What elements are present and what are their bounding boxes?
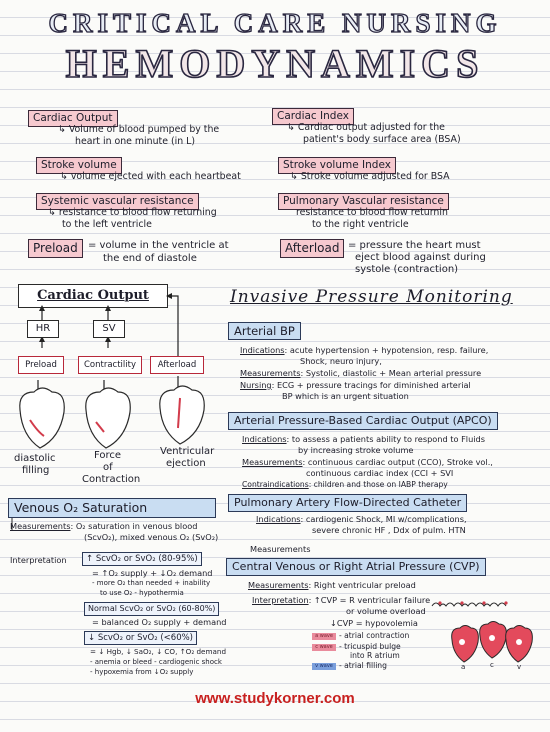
heart-contraction xyxy=(86,388,130,448)
apco-meas1: : continuous cardiac output (CCO), Stroke vol., xyxy=(302,457,493,467)
venous-low: ↓ ScvO₂ or SvO₂ (<60%) xyxy=(84,631,197,645)
stroke-volume-index-desc1: ↳ Stroke volume adjusted for BSA xyxy=(290,171,450,182)
cvp-title: Central Venous or Right Atrial Pressure (CVP) xyxy=(226,558,486,576)
svr-desc2: to the left ventricle xyxy=(62,219,152,230)
abp-meas-label: Measurements xyxy=(240,368,301,378)
term-stroke-volume-index: Stroke volume Index xyxy=(278,157,396,174)
venous-high: ↑ ScvO₂ or SvO₂ (80-95%) xyxy=(82,552,202,566)
term-cardiac-index: Cardiac Index xyxy=(272,108,354,125)
abp-ind2: Shock, neuro injury, xyxy=(300,356,382,366)
title-line2: HEMODYNAMICS xyxy=(65,41,485,86)
pvr-desc1: resistance to blood flow returnin xyxy=(296,207,448,218)
cvp-c-wave: - tricuspid bulge xyxy=(339,642,401,651)
apco-ind1: : to assess a patients ability to respond to Fluids xyxy=(286,434,486,444)
preload-desc1: = volume in the ventricle at xyxy=(88,240,229,251)
v-wave-chip: v wave xyxy=(312,663,336,670)
apco-contra-row xyxy=(242,480,448,490)
venous-meas1: : O₂ saturation in venous blood xyxy=(70,521,198,531)
pa-catheter-title: Pulmonary Artery Flow-Directed Catheter xyxy=(228,494,467,512)
cap-ejection-1: Ventricular xyxy=(160,446,215,457)
cvp-waveform xyxy=(432,603,506,606)
stroke-volume-desc1: ↳ volume ejected with each heartbeat xyxy=(60,171,241,182)
afterload-desc1: = pressure the heart must xyxy=(348,240,481,251)
apco-contra: : children and those on IABP therapy xyxy=(308,480,448,489)
cvp-meas-row xyxy=(248,580,416,590)
apco-meas-label: Measurements xyxy=(242,457,303,467)
apco-title: Arterial Pressure-Based Cardiac Output (APCO) xyxy=(228,412,498,430)
cvp-down: ↓CVP = hypovolemia xyxy=(330,618,418,628)
venous-normal: Normal ScvO₂ or SvO₂ (60-80%) xyxy=(84,602,219,616)
cardiac-index-desc1: ↳ Cardiac output adjusted for the xyxy=(287,122,445,133)
afterload-desc3: systole (contraction) xyxy=(355,264,459,275)
cap-diastolic-2: filling xyxy=(22,465,50,476)
abp-meas: : Systolic, diastolic + Mean arterial pressure xyxy=(300,368,482,378)
cap-ejection-2: ejection xyxy=(166,458,206,469)
pa-meas-label: Measurements xyxy=(250,544,311,554)
venous-normal1: = balanced O₂ supply + demand xyxy=(92,617,227,627)
title-line1: CRITICAL CARE NURSING xyxy=(48,8,502,38)
venous-low2: - anemia or bleed - cardiogenic shock xyxy=(90,658,222,666)
term-cardiac-output: Cardiac Output xyxy=(28,110,118,127)
apco-contra-label: Contraindications xyxy=(242,480,309,489)
abp-ind-label: Indications xyxy=(240,345,285,355)
cardiac-output-desc1: ↳ Volume of blood pumped by the xyxy=(58,124,220,135)
afterload-label: Afterload xyxy=(157,360,197,370)
sv-label: SV xyxy=(102,323,116,334)
footer-url[interactable]: www.studykorner.com xyxy=(195,690,355,707)
ipm-title: Invasive Pressure Monitoring xyxy=(230,287,513,307)
venous-high3: to use O₂ - hypothermia xyxy=(100,589,184,597)
term-afterload: Afterload xyxy=(280,239,344,258)
term-stroke-volume: Stroke volume xyxy=(36,157,122,174)
a-wave-chip: a wave xyxy=(312,633,336,640)
cvp-meas-label: Measurements xyxy=(248,580,309,590)
cvp-a-row xyxy=(312,631,409,641)
cvp-heart-a xyxy=(452,626,479,663)
abp-meas-row xyxy=(240,368,481,378)
heart-diastolic xyxy=(20,388,64,448)
pvr-desc2: to the right ventricle xyxy=(312,219,409,230)
cap-force-3: Contraction xyxy=(82,474,141,485)
cvp-interp-label: Interpretation xyxy=(252,595,309,605)
term-svr: Systemic vascular resistance xyxy=(36,193,199,210)
cap-force-2: of xyxy=(103,462,113,473)
afterload-desc2: eject blood against during xyxy=(355,252,486,263)
cap-force-1: Force xyxy=(94,450,122,461)
venous-low3: - hypoxemia from ↓O₂ supply xyxy=(90,668,194,676)
contractility-label: Contractility xyxy=(83,360,136,370)
apco-ind-row xyxy=(242,434,485,444)
cvp-heart-label-c: c xyxy=(490,661,494,669)
venous-title: Venous O₂ Saturation xyxy=(8,498,216,518)
c-wave-chip: c wave xyxy=(312,644,336,651)
venous-meas2: (ScvO₂), mixed venous O₂ (SvO₂) xyxy=(84,532,219,542)
preload-desc2: the end of diastole xyxy=(103,253,197,264)
svr-desc1: ↳ resistance to blood flow returning xyxy=(48,207,217,218)
venous-high1: = ↑O₂ supply + ↓O₂ demand xyxy=(92,568,213,578)
cvp-interp-row xyxy=(252,595,430,605)
pa-ind-row xyxy=(256,514,467,524)
cvp-heart-label-v: v xyxy=(517,663,522,671)
heart-ejection xyxy=(160,386,204,444)
term-pvr: Pulmonary Vascular resistance xyxy=(278,193,449,210)
venous-interp-label: Interpretation xyxy=(10,555,67,565)
abp-nurs-row xyxy=(240,380,471,390)
venous-meas-row xyxy=(10,521,197,531)
apco-meas2: continuous cardiac index (CCI + SVI xyxy=(306,468,454,478)
cvp-v-wave: - atrial filling xyxy=(339,661,387,670)
preload-label: Preload xyxy=(25,360,57,370)
sv-box xyxy=(93,320,125,338)
arterial-bp-title: Arterial BP xyxy=(228,322,301,340)
contractility-box xyxy=(78,356,142,374)
apco-meas-row xyxy=(242,457,493,467)
cap-diastolic-1: diastolic xyxy=(14,453,56,464)
co-diagram-title: Cardiac Output xyxy=(37,288,149,303)
cardiac-index-desc2: patient's body surface area (BSA) xyxy=(303,134,461,145)
abp-nurs2: BP which is an urgent situation xyxy=(282,391,409,401)
cvp-meas: : Right ventricular preload xyxy=(308,580,416,590)
afterload-box xyxy=(150,356,204,374)
venous-high2: - more O₂ than needed + inability xyxy=(92,579,211,587)
cvp-up2: or volume overload xyxy=(346,606,426,616)
cvp-up1: : ↑CVP = R ventricular failure xyxy=(308,595,431,605)
abp-ind-row xyxy=(240,345,488,355)
preload-box xyxy=(18,356,64,374)
cvp-heart-label-a: a xyxy=(461,663,466,671)
abp-ind1: : acute hypertension + hypotension, resp. failure, xyxy=(284,345,489,355)
pa-ind-label: Indications xyxy=(256,514,301,524)
cvp-v-row xyxy=(312,661,387,671)
hr-label: HR xyxy=(35,323,51,334)
apco-ind-label: Indications xyxy=(242,434,287,444)
cvp-a-wave: - atrial contraction xyxy=(339,631,410,640)
pa-ind2: severe chronic HF , Ddx of pulm. HTN xyxy=(312,525,466,535)
term-preload: Preload xyxy=(28,239,83,258)
hr-box xyxy=(27,320,59,338)
cvp-c-wave2: into R atrium xyxy=(350,651,400,660)
pa-ind1: : cardiogenic Shock, MI w/complications, xyxy=(300,514,467,524)
venous-low1: = ↓ Hgb, ↓ SaO₂, ↓ CO, ↑O₂ demand xyxy=(90,647,227,656)
cardiac-output-desc2: heart in one minute (in L) xyxy=(75,136,196,147)
apco-ind2: by increasing stroke volume xyxy=(298,445,414,455)
abp-nurs1: : ECG + pressure tracings for diminished arterial xyxy=(271,380,471,390)
abp-nurs-label: Nursing xyxy=(240,380,272,390)
venous-meas-label: Measurements xyxy=(10,521,71,531)
